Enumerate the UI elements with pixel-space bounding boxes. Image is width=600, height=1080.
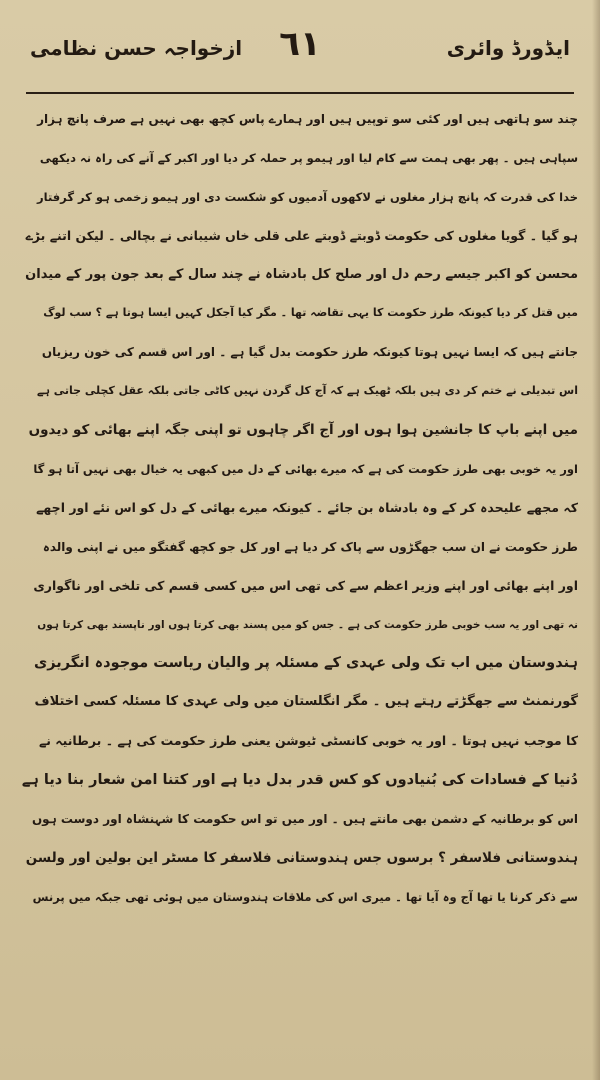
- text-line: محسن کو اکبر جیسے رحم دل اور صلح کل بادشاہ نے چند سال کے بعد جون پور کے میدان: [25, 266, 578, 282]
- page-header: [0, 22, 600, 82]
- text-line: خدا کی قدرت کہ پانچ ہزار مغلوں نے لاکھوں آدمیوں کو شکست دی اور ہیمو زخمی ہو کر گرفتار: [37, 189, 578, 204]
- text-line: نہ تھی اور یہ سب خوبی طرز حکومت کی ہے ۔ جس کو میں پسند بھی کرتا ہوں اور ناپسند بھی کرتا ہوں: [37, 618, 578, 631]
- text-line: اور اپنے بھائی اور اپنے وزیر اعظم سے کی تھی اس میں کسی قسم کی تلخی اور ناگواری: [33, 577, 578, 593]
- text-line: سپاہی ہیں ۔ پھر بھی ہمت سے کام لیا اور ہیمو پر حملہ کر دیا اور اکبر کے آنے کی راہ نہ دیکھی: [39, 150, 578, 165]
- text-line: ہندوستانی فلاسفر ؟ برسوں جس ہندوستانی فلاسفر کا مسٹر این بولین اور ولسن: [25, 849, 578, 866]
- text-line: دُنیا کے فسادات کی بُنیادوں کو کس قدر بدل دیا ہے اور کتنا امن شعار بنا دیا ہے: [22, 772, 578, 789]
- page-number: ٦١: [279, 24, 321, 64]
- author-credit: ازخواجہ حسن نظامی: [30, 36, 243, 60]
- text-line: کا موجب نہیں ہوتا ۔ اور یہ خوبی کانسٹی ٹیوشن یعنی طرز حکومت کی ہے ۔ برطانیہ نے: [38, 733, 578, 749]
- text-line: سے ذکر کرنا یا تھا آج وہ آیا تھا ۔ میری اس کی ملاقات ہندوستان میں ہوئی تھی جبکہ میں پرنس: [32, 889, 578, 904]
- text-line: اس کو برطانیہ کے دشمن بھی مانتے ہیں ۔ اور میں تو اس حکومت کا شہنشاہ اور دوست ہوں: [31, 812, 578, 827]
- text-line: جانتے ہیں کہ ایسا نہیں ہوتا کیونکہ طرز حکومت بدل گیا ہے ۔ اور اس قسم کی خون ریزیاں: [41, 345, 578, 360]
- text-line: کہ مجھے علیحدہ کر کے وہ بادشاہ بن جائے ۔ کیونکہ میرے بھائی کے دل کو اس نئے اور اچھے: [36, 499, 578, 515]
- text-line: ہو گیا ۔ گویا مغلوں کی حکومت ڈوبتے ڈوبتے علی قلی خاں شیبانی نے بچالی ۔ لیکن اتنے بڑے: [25, 227, 578, 243]
- text-line: اس تبدیلی نے ختم کر دی ہیں بلکہ ٹھیک ہے کہ آج کل گردن نہیں کاٹی جاتی بلکہ عقل کچلی جاتی ہے: [37, 384, 578, 398]
- text-line: ہندوستان میں اب تک ولی عہدی کے مسئلہ پر والیان ریاست موجودہ انگریزی: [34, 655, 578, 672]
- running-title: ایڈورڈ وائری: [446, 36, 570, 60]
- page-edge-shadow: [592, 0, 600, 1080]
- text-line: میں قتل کر دیا کیونکہ طرز حکومت کا یہی تقاضہ تھا ۔ مگر کیا آجکل کہیں ایسا ہوتا ہے ؟ سب لوگ: [43, 306, 578, 320]
- text-line: چند سو ہاتھی ہیں اور کئی سو توپیں ہیں اور ہمارے پاس کچھ بھی نہیں ہے صرف پانچ ہزار: [37, 112, 578, 126]
- page-body: [22, 100, 578, 917]
- text-line: طرز حکومت نے ان سب جھگڑوں سے پاک کر دیا ہے اور کل جو کچھ گفتگو میں نے اپنی والدہ: [42, 539, 578, 554]
- text-line: اور یہ خوبی بھی طرز حکومت کی ہے کہ میرے بھائی کے دل میں کبھی یہ خیال بھی نہیں آتا ہو گا: [33, 462, 578, 477]
- header-rule: [26, 92, 574, 94]
- text-line: میں اپنے باپ کا جانشین ہوا ہوں اور آج اگر چاہوں تو اپنی جگہ اپنے بھائی کو دیدوں: [28, 422, 578, 439]
- text-line: گورنمنٹ سے جھگڑتے رہتے ہیں ۔ مگر انگلستان میں ولی عہدی کا مسئلہ کسی اختلاف: [34, 694, 578, 710]
